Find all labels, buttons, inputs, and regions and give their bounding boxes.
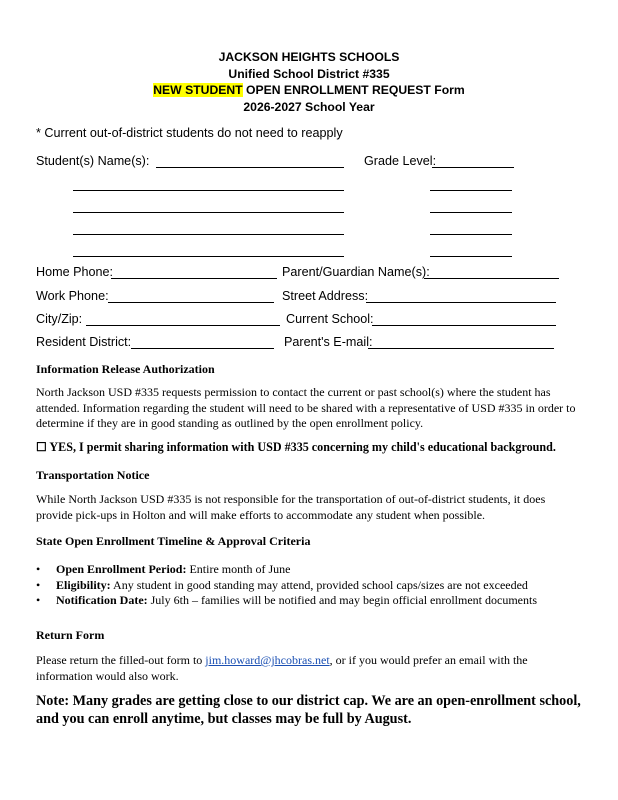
parent-guardian-label: Parent/Guardian Name(s):	[282, 265, 430, 279]
students-name-line-2[interactable]	[73, 190, 344, 191]
return-form-title: Return Form	[36, 628, 105, 642]
timeline-item-label: Notification Date:	[56, 593, 148, 607]
info-release-title: Information Release Authorization	[36, 362, 215, 376]
timeline-item-text: July 6th – families will be notified and may begin official enrollment documents	[147, 593, 538, 607]
bullet-icon: •	[36, 593, 41, 607]
grade-level-line-4[interactable]	[430, 234, 512, 235]
reapply-note: * Current out-of-district students do not need to reapply	[36, 126, 343, 140]
list-item	[36, 562, 596, 578]
city-zip-line[interactable]	[86, 325, 280, 326]
transportation-title: Transportation Notice	[36, 468, 150, 482]
grade-level-label: Grade Level:	[364, 154, 437, 168]
district-cap-note: Note: Many grades are getting close to our district cap. We are an open-enrollment school, and you can enroll anytime, but classes may be full by August.	[36, 693, 581, 727]
list-item	[36, 578, 596, 594]
timeline-item-text: Entire month of June	[186, 562, 291, 576]
timeline-title: State Open Enrollment Timeline & Approval Criteria	[36, 534, 311, 548]
form-title-rest: OPEN ENROLLMENT REQUEST Form	[242, 83, 465, 97]
street-address-label: Street Address:	[282, 289, 369, 303]
form-title-highlight: NEW STUDENT	[153, 83, 243, 97]
grade-level-line-5[interactable]	[430, 256, 512, 257]
students-name-line-1[interactable]	[156, 167, 344, 168]
home-phone-line[interactable]	[111, 278, 277, 279]
grade-level-line-3[interactable]	[430, 212, 512, 213]
students-name-label: Student(s) Name(s):	[36, 154, 150, 168]
return-form-body	[36, 653, 556, 684]
timeline-list	[36, 562, 596, 609]
work-phone-line[interactable]	[108, 302, 274, 303]
consent-text: YES, I permit sharing information with USD #335 concerning my child's educational background.	[49, 440, 556, 454]
street-address-line[interactable]	[366, 302, 556, 303]
current-school-label: Current School:	[286, 312, 374, 326]
timeline-item-label: Open Enrollment Period:	[56, 562, 187, 576]
home-phone-label: Home Phone:	[36, 265, 114, 279]
students-name-line-5[interactable]	[73, 256, 344, 257]
contact-email-link[interactable]: jim.howard@jhcobras.net	[205, 653, 330, 667]
consent-line	[36, 440, 556, 455]
timeline-item-label: Eligibility:	[56, 577, 111, 592]
school-name: JACKSON HEIGHTS SCHOOLS	[218, 50, 400, 64]
info-release-body: North Jackson USD #335 requests permission to contact the current or past school(s) where the student has attended. Information regarding the student will need to be shared with a representative of USD #335 in order to determine if they are in good standing as outlined by the open enrollment policy.	[36, 385, 576, 431]
return-form-text-before: Please return the filled-out form to	[36, 653, 206, 667]
list-item	[36, 593, 596, 609]
parent-email-label: Parent's E-mail:	[284, 335, 373, 349]
current-school-line[interactable]	[372, 325, 556, 326]
timeline-item-text: Any student in good standing may attend, provided school caps/sizes are not exceeded	[110, 577, 528, 592]
form-header	[0, 49, 618, 115]
return-form-text-after: , or if you would prefer an email with the information would also work.	[36, 653, 528, 683]
consent-checkbox[interactable]: ☐	[36, 440, 47, 454]
parent-guardian-line[interactable]	[424, 278, 559, 279]
parent-email-line[interactable]	[368, 348, 554, 349]
school-year: 2026-2027 School Year	[243, 99, 375, 114]
students-name-line-4[interactable]	[73, 234, 344, 235]
grade-level-line-2[interactable]	[430, 190, 512, 191]
resident-district-label: Resident District:	[36, 335, 132, 349]
transportation-body: While North Jackson USD #335 is not responsible for the transportation of out-of-district students, it does provide pick-ups in Holton and will make efforts to accommodate any student when possible.	[36, 492, 546, 522]
form-title	[0, 82, 618, 99]
bullet-icon: •	[36, 562, 41, 576]
city-zip-label: City/Zip:	[36, 312, 83, 326]
students-name-line-3[interactable]	[73, 212, 344, 213]
grade-level-line-1[interactable]	[432, 167, 514, 168]
resident-district-line[interactable]	[131, 348, 274, 349]
work-phone-label: Work Phone:	[36, 289, 109, 303]
district-name: Unified School District #335	[228, 66, 390, 81]
bullet-icon: •	[36, 577, 41, 592]
